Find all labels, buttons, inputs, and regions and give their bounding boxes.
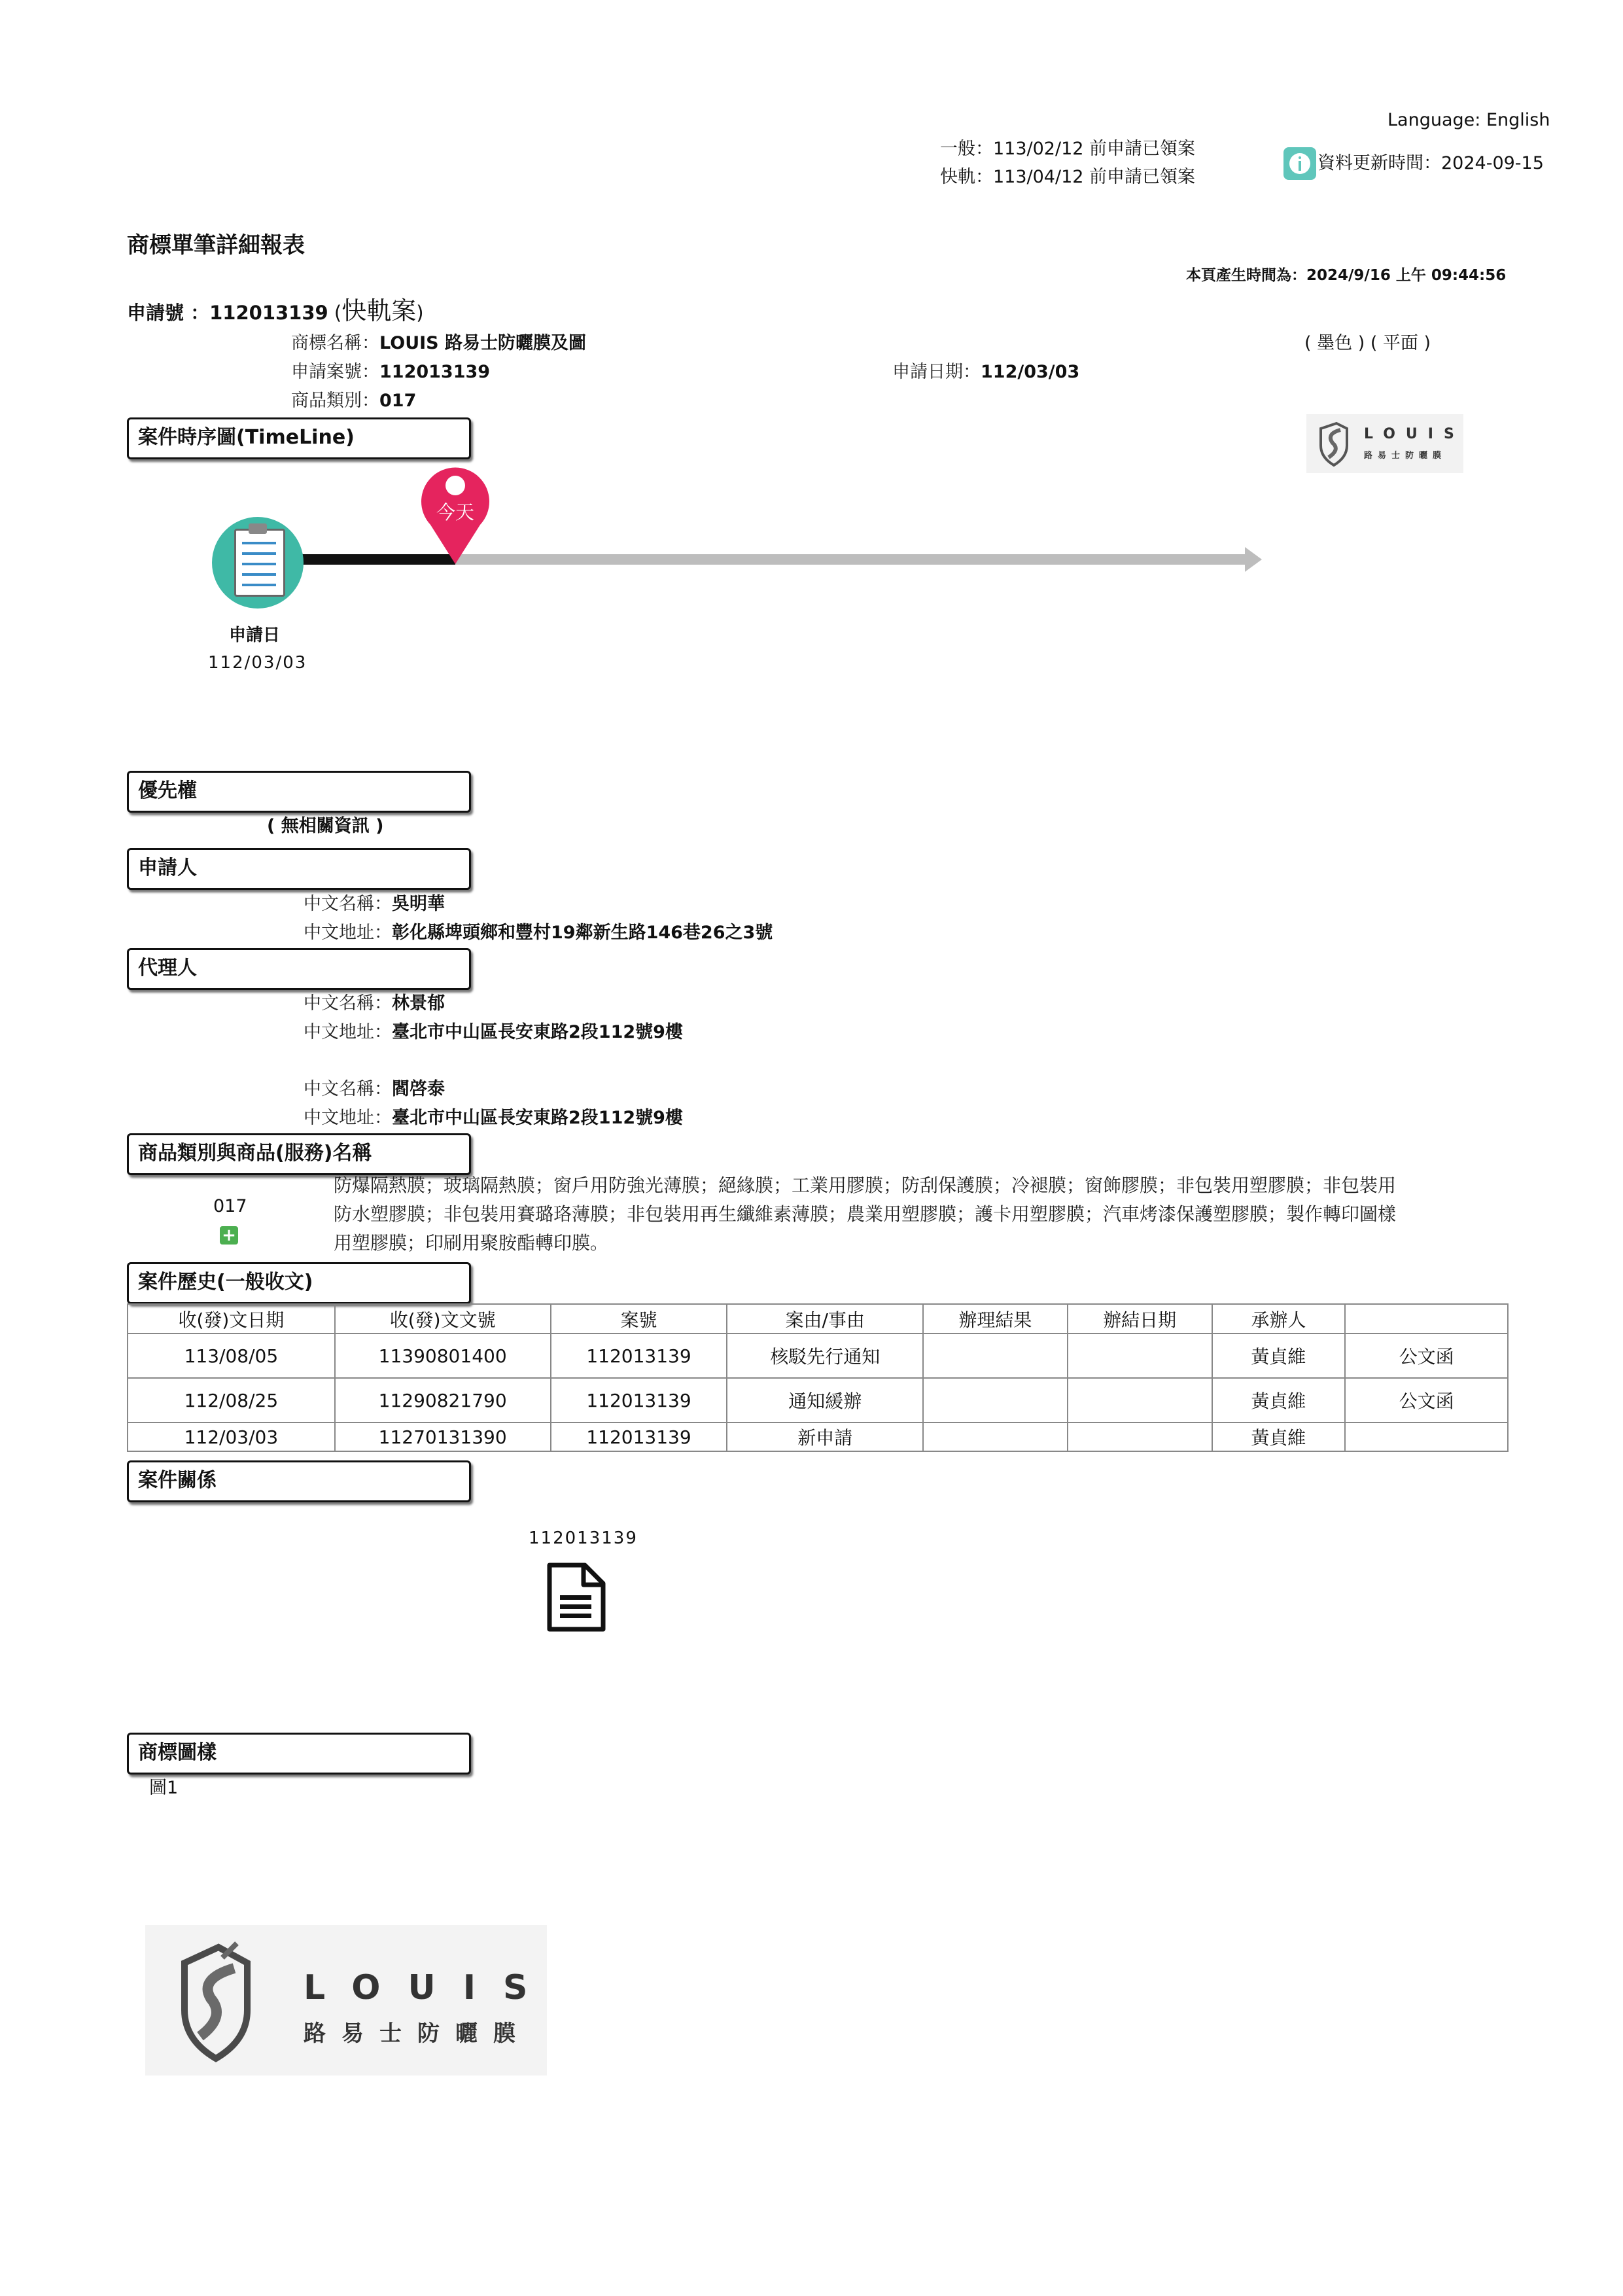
trademark-name-value: LOUIS 路易士防曬膜及圖 (379, 333, 587, 353)
relations-section-header (127, 1460, 471, 1502)
agent-name-value: 林景郁 (392, 993, 445, 1014)
priority-none: ( 無相關資訊 ) (267, 816, 384, 836)
timeline-future-bar (455, 554, 1248, 565)
small-logo-brand: LOUIS (1364, 426, 1465, 442)
timeline-section-title: 案件時序圖(TimeLine) (138, 426, 355, 449)
column-header: 辦結日期 (1068, 1304, 1212, 1333)
shield-logo-icon (1306, 414, 1463, 473)
application-date-value: 112/03/03 (981, 362, 1080, 382)
table-cell (1345, 1422, 1508, 1451)
trademark-image (145, 1925, 555, 2075)
fast-note: 快軌：113/04/12 前申請已領案 (940, 167, 1196, 187)
small-brand-logo (1306, 414, 1463, 473)
case-number-row (291, 361, 490, 384)
relations-section-title: 案件關係 (138, 1469, 217, 1492)
agent-address-value: 臺北市中山區長安東路2段112號9樓 (392, 1108, 683, 1128)
agent-address-label: 中文地址： (304, 1022, 392, 1042)
agent-2-address-row (304, 1106, 683, 1130)
goods-class-value: 017 (379, 391, 417, 411)
applicant-name-value: 吳明華 (392, 894, 445, 914)
clipboard-icon[interactable] (212, 517, 304, 609)
small-logo-brand-cn: 路易士防曬膜 (1364, 451, 1447, 461)
expand-plus-icon[interactable]: + (220, 1226, 238, 1245)
applicant-section-title: 申請人 (138, 857, 197, 879)
table-row (128, 1333, 1508, 1378)
table-cell: 112013139 (551, 1378, 727, 1422)
application-no-label: 申請號 ： (127, 302, 210, 324)
column-header: 收(發)文日期 (128, 1304, 335, 1333)
applicant-name-row (304, 892, 445, 916)
logo-brand: LOUIS (304, 1968, 555, 2007)
history-header-row (128, 1304, 1508, 1333)
file-icon (544, 1561, 610, 1634)
column-header: 辦理結果 (923, 1304, 1068, 1333)
agent-1-name-row (304, 992, 445, 1016)
history-section-title: 案件歷史(一般收文) (138, 1271, 313, 1294)
generated-time (1186, 266, 1506, 285)
goods-section-title: 商品類別與商品(服務)名稱 (138, 1142, 372, 1165)
report-title: 商標單筆詳細報表 (127, 232, 305, 258)
history-section-header (127, 1262, 471, 1304)
agent-name-value: 閻啓泰 (392, 1079, 445, 1099)
case-close: ) (416, 302, 424, 324)
table-cell: 黃貞維 (1212, 1422, 1346, 1451)
case-type: 快軌案 (341, 296, 417, 325)
info-icon (1283, 147, 1316, 180)
agent-address-value: 臺北市中山區長安東路2段112號9樓 (392, 1022, 683, 1042)
goods-line: 用塑膠膜；印刷用聚胺酯轉印膜。 (334, 1232, 609, 1254)
table-cell (1068, 1422, 1212, 1451)
applicant-name-label: 中文名稱： (304, 894, 392, 914)
agent-name-label: 中文名稱： (304, 993, 392, 1014)
case-open: ( (328, 302, 342, 324)
agent-name-label: 中文名稱： (304, 1079, 392, 1099)
column-header: 案號 (551, 1304, 727, 1333)
color-info: ( 墨色 ) ( 平面 ) (1304, 333, 1431, 353)
table-cell: 112013139 (551, 1422, 727, 1451)
agent-section-header (127, 948, 471, 990)
table-cell (923, 1422, 1068, 1451)
language-value[interactable]: English (1486, 110, 1550, 130)
application-number (127, 296, 424, 328)
table-cell: 112013139 (551, 1333, 727, 1378)
agent-section-title: 代理人 (138, 957, 197, 980)
goods-line: 防爆隔熱膜；玻璃隔熱膜；窗戶用防強光薄膜；絕緣膜；工業用膠膜；防刮保護膜；冷褪膜；窗飾膠膜；非包裝用塑膠膜；非包裝用 (334, 1174, 1397, 1196)
table-cell (923, 1378, 1068, 1422)
application-no-value: 112013139 (209, 302, 328, 324)
document-link[interactable]: 公文函 (1345, 1333, 1508, 1378)
trademark-image-section-header (127, 1733, 471, 1775)
general-note: 一般：113/02/12 前申請已領案 (940, 139, 1196, 159)
table-cell: 112/08/25 (128, 1378, 335, 1422)
trademark-name-row (291, 332, 586, 355)
column-header: 收(發)文文號 (335, 1304, 551, 1333)
today-label: 今天 (436, 501, 474, 523)
table-row (128, 1422, 1508, 1451)
applicant-address-value: 彰化縣埤頭鄉和豐村19鄰新生路146巷26之3號 (392, 923, 773, 943)
table-cell: 新申請 (727, 1422, 923, 1451)
table-cell: 112/03/03 (128, 1422, 335, 1451)
case-number-label: 申請案號： (291, 362, 379, 382)
applicant-address-label: 中文地址： (304, 923, 392, 943)
figure-label: 圖1 (149, 1778, 179, 1798)
language-switch[interactable] (1387, 109, 1550, 132)
table-cell: 11290821790 (335, 1378, 551, 1422)
document-icon[interactable] (544, 1561, 610, 1637)
agent-address-label: 中文地址： (304, 1108, 392, 1128)
table-cell: 113/08/05 (128, 1333, 335, 1378)
timeline-event-date: 112/03/03 (208, 653, 307, 673)
document-link[interactable]: 公文函 (1345, 1378, 1508, 1422)
case-number-value: 112013139 (379, 362, 491, 382)
goods-description (334, 1171, 1396, 1258)
table-cell (1068, 1378, 1212, 1422)
column-header (1345, 1304, 1508, 1333)
applicant-address-row (304, 921, 773, 945)
timeline-arrow-icon (1245, 547, 1262, 572)
timeline-section-header (127, 417, 471, 459)
generated-value: 2024/9/16 上午 09:44:56 (1306, 267, 1507, 284)
application-date-label: 申請日期： (892, 362, 981, 382)
agent-1-address-row (304, 1021, 683, 1044)
update-value: 2024-09-15 (1441, 153, 1544, 173)
priority-section-header (127, 771, 471, 813)
timeline-event-label: 申請日 (229, 626, 281, 645)
application-date-row (892, 361, 1079, 384)
table-cell: 核駁先行通知 (727, 1333, 923, 1378)
table-cell (1068, 1333, 1212, 1378)
goods-section-header (127, 1133, 471, 1175)
table-row (128, 1378, 1508, 1422)
today-pin-icon (419, 466, 492, 564)
related-case-number: 112013139 (529, 1528, 638, 1548)
goods-class-row (291, 389, 416, 413)
applicant-section-header (127, 848, 471, 890)
priority-section-title: 優先權 (138, 779, 197, 802)
column-header: 承辦人 (1212, 1304, 1346, 1333)
table-cell (923, 1333, 1068, 1378)
update-time (1318, 152, 1544, 175)
table-cell: 11270131390 (335, 1422, 551, 1451)
table-cell: 11390801400 (335, 1333, 551, 1378)
goods-class-label: 商品類別： (291, 391, 379, 411)
update-label: 資料更新時間： (1318, 153, 1441, 173)
goods-line: 防水塑膠膜；非包裝用賽璐珞薄膜；非包裝用再生纖維素薄膜；農業用塑膠膜；護卡用塑膠膜；汽車烤漆保護塑膠膜；製作轉印圖樣 (334, 1203, 1397, 1225)
table-cell: 通知緩辦 (727, 1378, 923, 1422)
goods-class-no: 017 (213, 1196, 247, 1216)
table-cell: 黃貞維 (1212, 1378, 1346, 1422)
trademark-name-label: 商標名稱： (291, 333, 379, 353)
history-table (127, 1303, 1509, 1452)
shield-logo-icon (145, 1925, 276, 2075)
agent-2-name-row (304, 1078, 445, 1101)
table-cell: 黃貞維 (1212, 1333, 1346, 1378)
logo-brand-cn: 路易士防曬膜 (304, 2021, 531, 2047)
column-header: 案由/事由 (727, 1304, 923, 1333)
trademark-image-section-title: 商標圖樣 (138, 1741, 217, 1764)
language-label: Language: (1387, 110, 1481, 130)
generated-label: 本頁產生時間為： (1186, 267, 1306, 284)
